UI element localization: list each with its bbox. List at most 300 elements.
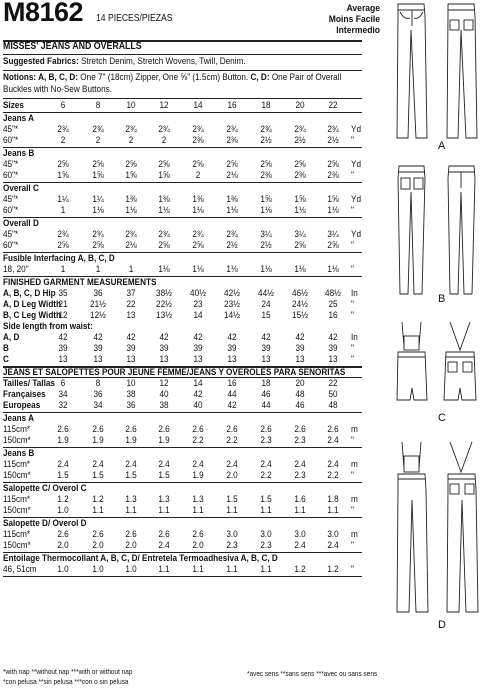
nap-footnote-en: *with nap **without nap ***with or without nap [3, 667, 133, 676]
table-cell: 1⅜ [226, 194, 238, 205]
table-cell: 46 [295, 400, 305, 411]
table-cell: 44½ [258, 288, 274, 299]
metric-row [3, 564, 362, 575]
table-cell: 42 [227, 400, 237, 411]
table-cell: 2.6 [226, 424, 238, 435]
table-cell: 1⅛ [125, 205, 137, 216]
table-cell: 3¼ [294, 229, 306, 240]
table-cell: 1.1 [226, 505, 238, 516]
table-cell: 1⅛ [192, 205, 204, 216]
table-cell: 2½ [294, 135, 306, 146]
table-cell: 1⅛ [260, 264, 272, 275]
nap-footnote-fr: *avec sens **sans sens ***avec ou sans sens [247, 669, 378, 678]
table-cell: 3.0 [327, 529, 339, 540]
table-cell: 2.6 [192, 529, 204, 540]
table-cell: 1⅝ [57, 170, 69, 181]
table-cell: 13 [126, 310, 136, 321]
table-cell: 3.0 [226, 529, 238, 540]
table-cell: 1.0 [57, 505, 69, 516]
group-title-text: Salopette D/ Overol D [3, 518, 87, 529]
table-cell: 32 [58, 400, 68, 411]
table-cell: 2.2 [226, 435, 238, 446]
table-cell: 39 [159, 343, 169, 354]
table-cell: 2½ [226, 240, 238, 251]
notions-text-cd: One Pair of Overall [271, 72, 342, 83]
table-cell: 3¼ [327, 229, 339, 240]
table-cell: 2.6 [294, 424, 306, 435]
table-cell: 1.5 [57, 470, 69, 481]
table-cell: 2.4 [192, 459, 204, 470]
size-conversion-row [3, 389, 362, 400]
yardage-row [3, 170, 362, 181]
measurement-row [3, 354, 362, 365]
table-cell: 20 [295, 378, 305, 389]
table-cell: 2⅝ [192, 159, 204, 170]
table-cell: 1.9 [125, 435, 137, 446]
group-title-text: Side length from waist: [3, 321, 93, 332]
unit-label: " [351, 435, 354, 446]
unit-label: " [351, 299, 354, 310]
table-cell: 12½ [90, 310, 106, 321]
table-cell: 13 [126, 354, 136, 365]
table-cell: 1 [95, 264, 101, 275]
divider [3, 98, 362, 99]
table-cell: 2.3 [294, 470, 306, 481]
table-cell: 38½ [156, 288, 172, 299]
table-cell: 42 [58, 332, 68, 343]
group-title-text: Entoilage Thermocollant A, B, C, D/ Entretela Termoadhesiva A, B, C, D [3, 553, 278, 564]
table-cell: 2⅛ [125, 240, 137, 251]
table-cell: 2⅜ [294, 170, 306, 181]
table-cell: 2.0 [125, 540, 137, 551]
table-cell: 1⅜ [158, 194, 170, 205]
notions-continued: Buckles with No-Sew Buttons. [3, 84, 112, 95]
table-cell: 2.4 [327, 540, 339, 551]
metric-row [3, 459, 362, 470]
table-cell: 1⅛ [192, 264, 204, 275]
garment-sketches [364, 0, 500, 688]
table-cell: 2 [60, 135, 66, 146]
row-label: Europeas [3, 400, 41, 411]
table-cell: 2.2 [260, 470, 272, 481]
table-cell: 2¾ [226, 124, 238, 135]
table-cell: 6 [60, 100, 66, 111]
row-label: C [3, 354, 9, 365]
table-cell: 3¼ [260, 229, 272, 240]
table-cell: 22½ [156, 299, 172, 310]
unit-label: " [351, 354, 354, 365]
table-cell: 2.6 [192, 424, 204, 435]
table-cell: 2⅝ [92, 159, 104, 170]
metric-group-title [3, 448, 362, 459]
table-cell: 1⅝ [260, 194, 272, 205]
table-cell: 1.6 [294, 494, 306, 505]
table-cell: 2⅝ [226, 159, 238, 170]
table-cell: 2⅜ [192, 135, 204, 146]
table-cell: 18 [261, 100, 271, 111]
table-cell: 2⅜ [260, 170, 272, 181]
table-cell: 1.1 [125, 505, 137, 516]
metric-row [3, 505, 362, 516]
table-cell: 42 [261, 332, 271, 343]
yardage-group-title [3, 148, 362, 159]
table-cell: 13 [159, 354, 169, 365]
row-label: 115cm* [3, 494, 31, 505]
table-cell: 2⅝ [92, 240, 104, 251]
table-cell: 24 [261, 299, 271, 310]
group-title-text: Overall D [3, 218, 39, 229]
table-cell: 2.6 [57, 424, 69, 435]
table-cell: 3.0 [260, 529, 272, 540]
unit-label: In [351, 288, 358, 299]
table-cell: 21½ [90, 299, 106, 310]
table-cell: 2¾ [327, 124, 339, 135]
unit-label: " [351, 135, 354, 146]
table-cell: 1.5 [125, 470, 137, 481]
table-cell: 18 [261, 378, 271, 389]
table-cell: 2¾ [92, 229, 104, 240]
table-cell: 23 [193, 299, 203, 310]
table-cell: 1⅛ [226, 205, 238, 216]
table-cell: 3.0 [294, 529, 306, 540]
table-cell: 2.2 [327, 470, 339, 481]
table-cell: 2¾ [192, 229, 204, 240]
table-cell: 2¾ [294, 124, 306, 135]
group-title-text: Fusible Interfacing A, B, C, D [3, 253, 115, 264]
group-title-text: Jeans A [3, 113, 35, 124]
row-label: A, B, C, D Hip [3, 288, 56, 299]
table-cell: 1.8 [327, 494, 339, 505]
row-label: 60"* [3, 170, 19, 181]
unit-label: " [351, 505, 354, 516]
table-cell: 1.1 [158, 564, 170, 575]
table-cell: 42 [328, 332, 338, 343]
nap-footnote-es: *con pelusa **sin pelusa ***con o sin pelusa [3, 677, 129, 686]
difficulty-es: Intermedio [336, 25, 380, 36]
table-cell: 2.6 [327, 424, 339, 435]
yardage-row [3, 194, 362, 205]
table-cell: 1 [60, 205, 66, 216]
metric-row [3, 529, 362, 540]
table-cell: 13 [295, 354, 305, 365]
table-cell: 1.9 [57, 435, 69, 446]
table-cell: 20 [295, 100, 305, 111]
yardage-row [3, 240, 362, 251]
table-cell: 2¾ [158, 124, 170, 135]
unit-label: " [351, 264, 354, 275]
table-cell: 2.4 [294, 459, 306, 470]
table-cell: 22 [126, 299, 136, 310]
garment-illustrations [364, 0, 500, 688]
table-cell: 2.6 [92, 424, 104, 435]
table-cell: 12 [159, 100, 169, 111]
table-cell: 2.4 [158, 459, 170, 470]
table-cell: 14 [193, 100, 203, 111]
table-cell: 2.6 [57, 529, 69, 540]
sizes-header-row [3, 100, 362, 111]
table-cell: 2⅝ [294, 159, 306, 170]
table-cell: 1⅝ [294, 194, 306, 205]
table-cell: 2¾ [260, 124, 272, 135]
suggested-fabrics [3, 56, 246, 67]
row-label: A, D Leg Width [3, 299, 62, 310]
table-cell: 2.4 [294, 540, 306, 551]
table-cell: 39 [93, 343, 103, 354]
row-label: 45"* [3, 124, 19, 135]
table-cell: 24½ [292, 299, 308, 310]
size-conversion-row [3, 378, 362, 389]
table-cell: 44 [227, 389, 237, 400]
short-overall-icon [397, 322, 476, 400]
table-cell: 1.1 [260, 505, 272, 516]
table-cell: 2.4 [125, 459, 137, 470]
table-cell: 14 [193, 310, 203, 321]
table-cell: 48 [328, 400, 338, 411]
table-cell: 48 [295, 389, 305, 400]
table-cell: 2.4 [327, 459, 339, 470]
table-cell: 1.9 [92, 435, 104, 446]
table-cell: 2⅛ [226, 170, 238, 181]
table-cell: 35 [58, 288, 68, 299]
table-cell: 14 [193, 378, 203, 389]
table-cell: 2½ [260, 135, 272, 146]
table-cell: 2¾ [226, 229, 238, 240]
group-title-text: FINISHED GARMENT MEASUREMENTS [3, 277, 157, 288]
table-cell: 2.6 [125, 424, 137, 435]
table-cell: 2¾ [158, 229, 170, 240]
group-title-text: Jeans B [3, 148, 35, 159]
metric-row [3, 494, 362, 505]
table-cell: 1.1 [327, 505, 339, 516]
table-cell: 1⅝ [125, 170, 137, 181]
table-cell: 2.0 [57, 540, 69, 551]
yardage-group-title [3, 183, 362, 194]
unit-label: " [351, 540, 354, 551]
unit-label: " [351, 470, 354, 481]
table-cell: 1.1 [192, 564, 204, 575]
table-cell: 13 [261, 354, 271, 365]
unit-label: " [351, 310, 354, 321]
table-cell: 2 [95, 135, 101, 146]
metric-group-title [3, 483, 362, 494]
table-cell: 2.4 [57, 459, 69, 470]
table-cell: 1¼ [57, 194, 69, 205]
section-title: MISSES' JEANS AND OVERALLS [3, 41, 142, 52]
group-title-text: JEANS ET SALOPETTES POUR JEUNE FEMME/JEANS Y OVEROLES PARA SEÑORITAS [3, 367, 346, 378]
unit-label: m [351, 459, 358, 470]
table-cell: 39 [328, 343, 338, 354]
table-cell: 13 [193, 354, 203, 365]
table-cell: 2⅜ [327, 170, 339, 181]
table-cell: 38 [126, 389, 136, 400]
table-cell: 1.2 [92, 494, 104, 505]
table-cell: 16 [328, 310, 338, 321]
yardage-row [3, 159, 362, 170]
table-cell: 1⅛ [260, 205, 272, 216]
table-cell: 1⅛ [226, 264, 238, 275]
table-cell: 2⅝ [260, 159, 272, 170]
table-cell: 2.3 [226, 540, 238, 551]
table-cell: 1⅛ [327, 205, 339, 216]
table-cell: 1⅛ [158, 264, 170, 275]
row-label: A, D [3, 332, 20, 343]
group-title-text: Jeans B [3, 448, 35, 459]
table-cell: 34 [58, 389, 68, 400]
unit-label: m [351, 529, 358, 540]
table-cell: 1.5 [158, 470, 170, 481]
metric-row [3, 435, 362, 446]
table-cell: 21 [58, 299, 68, 310]
table-cell: 2⅝ [158, 240, 170, 251]
table-cell: 1⅛ [294, 205, 306, 216]
finished-measurements-title [3, 277, 362, 288]
table-cell: 39 [295, 343, 305, 354]
table-cell: 1.3 [158, 494, 170, 505]
row-label: 115cm* [3, 529, 31, 540]
table-cell: 1⅝ [327, 194, 339, 205]
yardage-group-title [3, 253, 362, 264]
table-cell: 39 [58, 343, 68, 354]
row-label: Sizes [3, 100, 24, 111]
notions [3, 72, 341, 83]
table-cell: 2.4 [260, 459, 272, 470]
notions-label-cd: C, D: [250, 72, 270, 83]
table-cell: 16 [227, 100, 237, 111]
table-cell: 14½ [224, 310, 240, 321]
table-cell: 12 [58, 310, 68, 321]
table-cell: 1⅛ [294, 264, 306, 275]
table-cell: 2.0 [192, 540, 204, 551]
table-cell: 2.4 [158, 540, 170, 551]
table-cell: 2⅜ [226, 135, 238, 146]
table-cell: 1⅜ [125, 194, 137, 205]
table-cell: 2.2 [192, 435, 204, 446]
measurement-row [3, 310, 362, 321]
table-cell: 2.4 [92, 459, 104, 470]
table-cell: 16 [227, 378, 237, 389]
unit-label: Yd [351, 194, 361, 205]
straight-leg-jeans-icon [397, 4, 477, 138]
table-cell: 1.1 [192, 505, 204, 516]
table-cell: 1.5 [92, 470, 104, 481]
table-cell: 13½ [156, 310, 172, 321]
group-title-text: Overall C [3, 183, 39, 194]
table-cell: 1.5 [226, 494, 238, 505]
row-label: Françaises [3, 389, 46, 400]
table-cell: 1.0 [57, 564, 69, 575]
table-cell: 44 [261, 400, 271, 411]
notions-label: Notions: A, B, C, D: [3, 72, 79, 83]
unit-label: " [351, 564, 354, 575]
table-cell: 2¾ [125, 124, 137, 135]
pattern-number: M8162 [3, 0, 84, 27]
table-cell: 42 [93, 332, 103, 343]
table-cell: 2.0 [226, 470, 238, 481]
table-cell: 34 [93, 400, 103, 411]
table-cell: 1.0 [92, 564, 104, 575]
table-cell: 1.5 [260, 494, 272, 505]
row-label: 150cm* [3, 505, 31, 516]
measurement-row [3, 299, 362, 310]
table-cell: 2.6 [260, 424, 272, 435]
table-cell: 2¾ [125, 229, 137, 240]
table-cell: 2⅝ [57, 159, 69, 170]
metric-group-title [3, 518, 362, 529]
table-cell: 2⅝ [125, 159, 137, 170]
row-label: 18, 20" [3, 264, 29, 275]
table-cell: 2.6 [125, 529, 137, 540]
table-cell: 15½ [292, 310, 308, 321]
table-cell: 2 [195, 170, 201, 181]
table-cell: 1⅛ [327, 264, 339, 275]
table-cell: 1.9 [192, 470, 204, 481]
table-cell: 1.2 [294, 564, 306, 575]
measurement-row [3, 288, 362, 299]
table-cell: 1.3 [125, 494, 137, 505]
table-cell: 37 [126, 288, 136, 299]
table-cell: 36 [93, 389, 103, 400]
table-cell: 1¼ [92, 194, 104, 205]
view-c-label: C [438, 412, 446, 424]
table-cell: 2¾ [92, 124, 104, 135]
group-title-text: Salopette C/ Overol C [3, 483, 87, 494]
table-cell: 42 [193, 389, 203, 400]
yardage-row [3, 135, 362, 146]
table-cell: 1 [128, 264, 134, 275]
yardage-group-title [3, 218, 362, 229]
table-cell: 48½ [325, 288, 341, 299]
metric-group-title [3, 553, 362, 564]
skinny-jeans-icon [398, 166, 475, 294]
view-a-label: A [438, 140, 446, 152]
row-label: 115cm* [3, 424, 31, 435]
row-label: 60"* [3, 205, 19, 216]
table-cell: 39 [126, 343, 136, 354]
table-cell: 1.1 [92, 505, 104, 516]
table-cell: 23½ [224, 299, 240, 310]
size-conversion-row [3, 400, 362, 411]
table-cell: 13 [93, 354, 103, 365]
table-cell: 1.2 [327, 564, 339, 575]
table-cell: 2¾ [192, 124, 204, 135]
table-cell: 6 [60, 378, 66, 389]
table-cell: 46 [261, 389, 271, 400]
table-cell: 2⅝ [57, 240, 69, 251]
row-label: 115cm* [3, 459, 31, 470]
row-label: Tailles/ Tallas [3, 378, 55, 389]
table-cell: 1.1 [294, 505, 306, 516]
long-overall-icon [397, 442, 478, 612]
table-cell: 42 [295, 332, 305, 343]
table-cell: 42 [193, 332, 203, 343]
divider [3, 70, 362, 71]
group-title-text: Jeans A [3, 413, 35, 424]
difficulty-fr: Moins Facile [328, 14, 380, 25]
table-cell: 2 [128, 135, 134, 146]
table-cell: 13 [328, 354, 338, 365]
fabrics-text: Stretch Denim, Stretch Wovens, Twill, Denim. [81, 56, 246, 67]
row-label: 150cm* [3, 540, 31, 551]
table-cell: 40½ [190, 288, 206, 299]
table-cell: 1.3 [192, 494, 204, 505]
row-label: B [3, 343, 9, 354]
table-cell: 1⅛ [92, 205, 104, 216]
table-cell: 2⅝ [158, 159, 170, 170]
table-cell: 1.1 [158, 505, 170, 516]
table-cell: 2.3 [260, 540, 272, 551]
measurement-row [3, 343, 362, 354]
table-cell: 22 [328, 378, 338, 389]
